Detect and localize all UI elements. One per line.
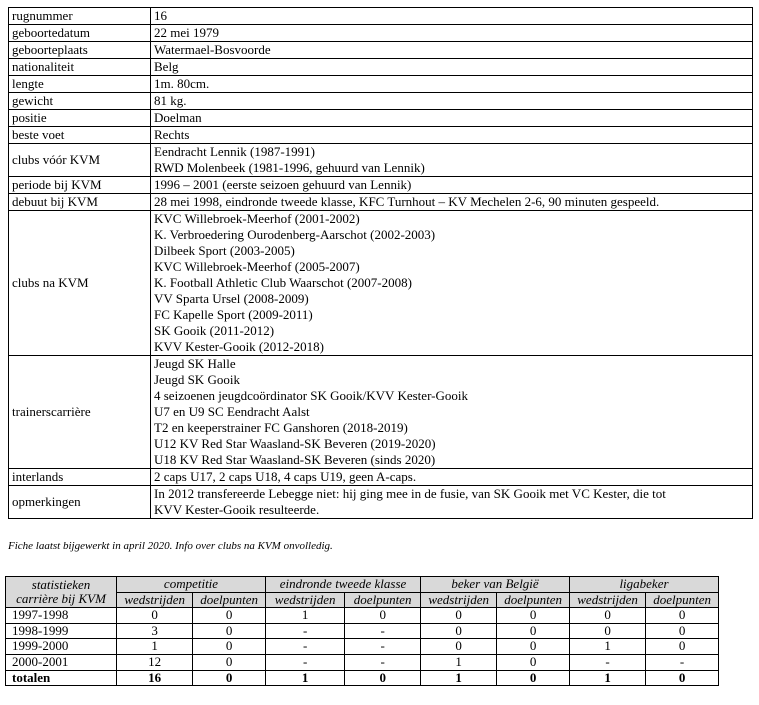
group-header-eindronde: eindronde tweede klasse	[265, 577, 420, 593]
profile-row	[9, 127, 753, 144]
profile-value-line: Dilbeek Sport (2003-2005)	[154, 243, 295, 258]
season-cell: 2000-2001	[6, 654, 117, 670]
profile-row	[9, 42, 753, 59]
stats-group-header-row	[6, 577, 719, 593]
season-cell: 1997-1998	[6, 608, 117, 624]
profile-value-line: KVC Willebroek-Meerhof (2001-2002)	[154, 211, 360, 226]
subheader-wedstrijden: wedstrijden	[421, 592, 497, 608]
profile-label: clubs na KVM	[9, 211, 151, 356]
stat-cell: 0	[497, 654, 570, 670]
profile-value-line: 28 mei 1998, eindronde tweede klasse, KFC Turnhout – KV Mechelen 2-6, 90 minuten gespeeld.	[154, 194, 660, 209]
profile-value-line: KVV Kester-Gooik resulteerde.	[154, 502, 320, 517]
stat-cell: 0	[646, 623, 719, 639]
profile-value-line: 1996 – 2001 (eerste seizoen gehuurd van Lennik)	[154, 177, 412, 192]
group-header-ligabeker: ligabeker	[569, 577, 718, 593]
stat-cell: 1	[117, 639, 193, 655]
stats-caption	[6, 577, 117, 608]
stat-cell: 0	[345, 670, 421, 686]
profile-value	[151, 76, 753, 93]
career-statistics-table	[5, 576, 719, 686]
stat-cell: 0	[497, 639, 570, 655]
profile-value-line: In 2012 transfereerde Lebegge niet: hij ging mee in de fusie, van SK Gooik met VC Kester, die tot	[154, 486, 666, 501]
stat-cell: 3	[117, 623, 193, 639]
profile-label: geboorteplaats	[9, 42, 151, 59]
stat-cell: -	[345, 639, 421, 655]
profile-value	[151, 59, 753, 76]
profile-value-line: Rechts	[154, 127, 190, 142]
group-header-competitie: competitie	[117, 577, 266, 593]
stat-cell: 0	[497, 670, 570, 686]
profile-label: lengte	[9, 76, 151, 93]
profile-row	[9, 76, 753, 93]
profile-label: clubs vóór KVM	[9, 144, 151, 177]
stat-cell: 1	[421, 670, 497, 686]
profile-value-line: Belg	[154, 59, 179, 74]
profile-label: rugnummer	[9, 8, 151, 25]
stat-cell: 1	[421, 654, 497, 670]
profile-value-line: 16	[154, 8, 167, 23]
profile-value	[151, 8, 753, 25]
profile-label: opmerkingen	[9, 486, 151, 519]
profile-label: trainerscarrière	[9, 356, 151, 469]
profile-row	[9, 93, 753, 110]
subheader-wedstrijden: wedstrijden	[117, 592, 193, 608]
stat-cell: -	[345, 654, 421, 670]
group-header-beker: beker van België	[421, 577, 570, 593]
stats-body	[6, 577, 719, 608]
stat-cell: 0	[497, 608, 570, 624]
stat-cell: 0	[193, 608, 266, 624]
profile-value	[151, 177, 753, 194]
subheader-wedstrijden: wedstrijden	[265, 592, 344, 608]
stat-cell: 0	[497, 623, 570, 639]
profile-value-line: Doelman	[154, 110, 202, 125]
profile-row	[9, 469, 753, 486]
stats-rows	[6, 608, 719, 686]
profile-value-line: RWD Molenbeek (1981-1996, gehuurd van Lennik)	[154, 160, 425, 175]
stats-row	[6, 654, 719, 670]
stat-cell: 0	[117, 608, 193, 624]
stat-cell: 0	[421, 623, 497, 639]
stat-cell: 1	[569, 670, 645, 686]
profile-value-line: U7 en U9 SC Eendracht Aalst	[154, 404, 310, 419]
stat-cell: 16	[117, 670, 193, 686]
profile-row	[9, 486, 753, 519]
stat-cell: 0	[193, 670, 266, 686]
stat-cell: 1	[569, 639, 645, 655]
season-cell: 1998-1999	[6, 623, 117, 639]
stats-totals-row	[6, 670, 719, 686]
profile-value	[151, 110, 753, 127]
profile-value-line: FC Kapelle Sport (2009-2011)	[154, 307, 313, 322]
profile-row	[9, 110, 753, 127]
subheader-doelpunten: doelpunten	[193, 592, 266, 608]
profile-value	[151, 144, 753, 177]
profile-value-line: U12 KV Red Star Waasland-SK Beveren (2019-2020)	[154, 436, 436, 451]
profile-value-line: Jeugd SK Gooik	[154, 372, 240, 387]
profile-value	[151, 211, 753, 356]
stat-cell: 0	[646, 639, 719, 655]
season-cell: totalen	[6, 670, 117, 686]
profile-row	[9, 177, 753, 194]
footnote: Fiche laatst bijgewerkt in april 2020. Info over clubs na KVM onvolledig.	[8, 540, 333, 552]
profile-value	[151, 486, 753, 519]
profile-value	[151, 42, 753, 59]
profile-value-line: VV Sparta Ursel (2008-2009)	[154, 291, 309, 306]
profile-value-line: U18 KV Red Star Waasland-SK Beveren (sinds 2020)	[154, 452, 436, 467]
stat-cell: 0	[646, 608, 719, 624]
profile-value-line: 1m. 80cm.	[154, 76, 210, 91]
profile-row	[9, 25, 753, 42]
stat-cell: 1	[265, 608, 344, 624]
profile-label: positie	[9, 110, 151, 127]
profile-value-line: SK Gooik (2011-2012)	[154, 323, 275, 338]
profile-value-line: KVV Kester-Gooik (2012-2018)	[154, 339, 324, 354]
profile-label: beste voet	[9, 127, 151, 144]
profile-row	[9, 211, 753, 356]
subheader-wedstrijden: wedstrijden	[569, 592, 645, 608]
profile-label: periode bij KVM	[9, 177, 151, 194]
stat-cell: 12	[117, 654, 193, 670]
profile-value	[151, 469, 753, 486]
profile-body	[9, 8, 753, 519]
profile-row	[9, 144, 753, 177]
stats-caption-line: statistieken	[31, 576, 91, 592]
stats-row	[6, 639, 719, 655]
profile-label: interlands	[9, 469, 151, 486]
profile-label: gewicht	[9, 93, 151, 110]
subheader-doelpunten: doelpunten	[497, 592, 570, 608]
stat-cell: 1	[265, 670, 344, 686]
profile-value	[151, 194, 753, 211]
stat-cell: -	[265, 654, 344, 670]
stat-cell: 0	[193, 639, 266, 655]
profile-value-line: 81 kg.	[154, 93, 187, 108]
stats-caption-line: carrière bij KVM	[16, 591, 106, 607]
profile-value	[151, 356, 753, 469]
stats-row	[6, 623, 719, 639]
profile-label: geboortedatum	[9, 25, 151, 42]
stat-cell: 0	[421, 639, 497, 655]
stat-cell: -	[569, 654, 645, 670]
stat-cell: 0	[193, 654, 266, 670]
stat-cell: 0	[193, 623, 266, 639]
stat-cell: -	[265, 639, 344, 655]
profile-value-line: K. Verbroedering Ourodenberg-Aarschot (2002-2003)	[154, 227, 436, 242]
subheader-doelpunten: doelpunten	[646, 592, 719, 608]
profile-value	[151, 93, 753, 110]
profile-value-line: Eendracht Lennik (1987-1991)	[154, 144, 316, 159]
profile-row	[9, 194, 753, 211]
stat-cell: 0	[421, 608, 497, 624]
profile-value-line: T2 en keeperstrainer FC Ganshoren (2018-2019)	[154, 420, 408, 435]
profile-row	[9, 356, 753, 469]
profile-value-line: 22 mei 1979	[154, 25, 219, 40]
stat-cell: 0	[569, 623, 645, 639]
player-profile-table	[8, 7, 753, 519]
profile-label: nationaliteit	[9, 59, 151, 76]
profile-value	[151, 127, 753, 144]
stat-cell: -	[265, 623, 344, 639]
profile-value-line: Watermael-Bosvoorde	[154, 42, 271, 57]
stat-cell: -	[646, 654, 719, 670]
stat-cell: -	[345, 623, 421, 639]
profile-row	[9, 8, 753, 25]
profile-value-line: KVC Willebroek-Meerhof (2005-2007)	[154, 259, 360, 274]
subheader-doelpunten: doelpunten	[345, 592, 421, 608]
profile-value-line: Jeugd SK Halle	[154, 356, 236, 371]
stat-cell: 0	[569, 608, 645, 624]
season-cell: 1999-2000	[6, 639, 117, 655]
profile-row	[9, 59, 753, 76]
stats-row	[6, 608, 719, 624]
stat-cell: 0	[646, 670, 719, 686]
profile-value	[151, 25, 753, 42]
stat-cell: 0	[345, 608, 421, 624]
profile-value-line: 2 caps U17, 2 caps U18, 4 caps U19, geen A-caps.	[154, 469, 417, 484]
profile-label: debuut bij KVM	[9, 194, 151, 211]
profile-value-line: K. Football Athletic Club Waarschot (2007-2008)	[154, 275, 412, 290]
profile-value-line: 4 seizoenen jeugdcoördinator SK Gooik/KVV Kester-Gooik	[154, 388, 468, 403]
